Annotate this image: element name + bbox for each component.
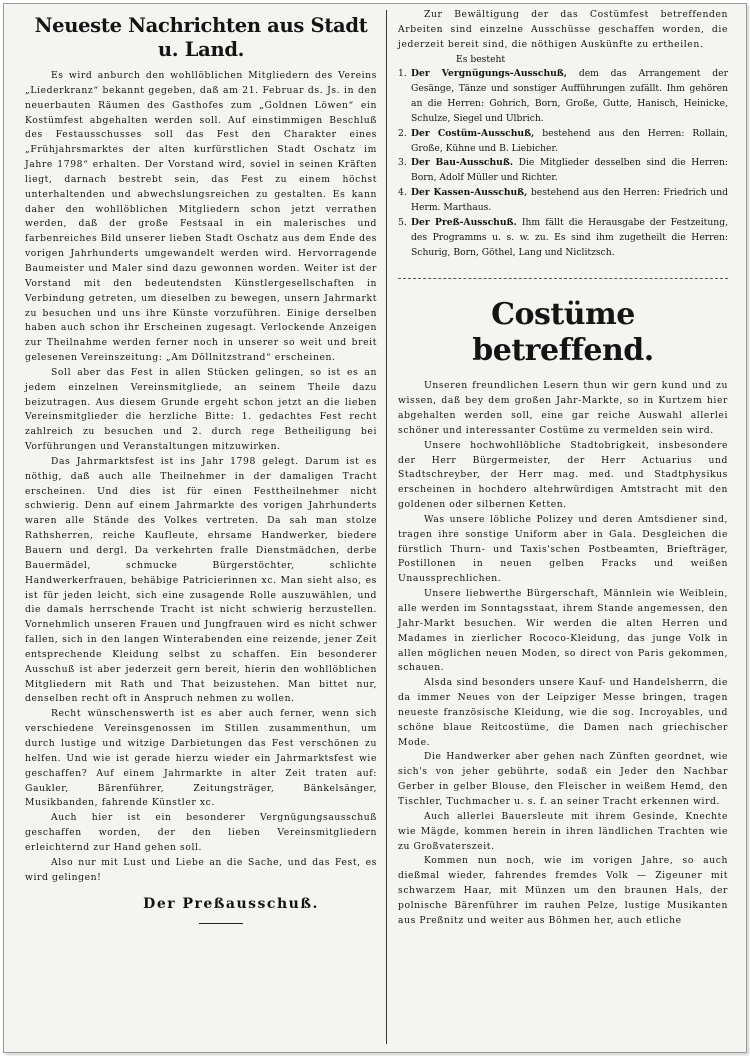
committee-text: Ihm fällt die Herausgabe der Festzeitung, des Programms u. s. w. zu. Es sind ihm zugetheilt die Herren: Schurig, Born, Göthel, Lang und Niclitzsch. [411,216,728,258]
article-paragraph: Die Handwerker aber gehen nach Zünften geordnet, wie sich's von jeher gebührte, sodaß ein Jeder den Nachbar Gerber in gelber Blouse, den Fleischer in weißem Hemd, den Tischler, Tuchmacher u. s. f. an seiner Tracht erkennen wird. [398,751,728,807]
committee-list-label: Es besteht [456,53,506,65]
article-paragraph: Soll aber das Fest in allen Stücken gelingen, so ist es an jedem einzelnen Vereinsmitgliede, an seinem Theile dazu beizutragen. Aus diesem Grunde ergeht schon jetzt an die lieben Vereinsmitglieder die herzliche Bitte: 1. gedachtes Fest recht zahlreich zu besuchen und 2. durch rege Betheiligung bei Vorführungen und Veranstaltungen mitzuwirken. [25,366,377,453]
article-paragraph: Also nur mit Lust und Liebe an die Sache, und das Fest, es wird gelingen! [25,856,377,883]
committee-number: 4. [398,187,407,199]
newspaper-page [3,3,747,1053]
committee-text: bestehend aus den Herren: Rollain, Große, Kühne und B. Liebicher. [411,127,728,154]
article-paragraph: Unsere hochwohllöbliche Stadtobrigkeit, insbesondere der Herr Bürgermeister, der Herr Actuarius und Stadtschreyber, der Herr mag. med. und Stadtphysikus erscheinen in hochdero altehrwürdigen Amtstracht mit den goldenen oder silbernen Ketten. [398,439,728,511]
article-paragraph: Auch hier ist ein besonderer Vergnügungsausschuß geschaffen worden, der den lieben Vereinsmitgliedern erleichternd zur Hand gehen soll. [25,812,377,853]
committee-item [398,216,728,261]
committee-number: 2. [398,127,407,139]
committee-item [398,67,728,126]
committee-text: Die Mitglieder desselben sind die Herren: Born, Adolf Müller und Richter. [411,157,728,184]
section-heading: Costüme betreffend. [472,297,654,369]
committee-name: Der Kassen-Ausschuß, [411,187,528,199]
short-rule [199,923,243,924]
article-paragraph: Alsda sind besonders unsere Kauf- und Handelsherrn, die da immer Neues von der Leipziger Messe bringen, tragen neueste französische Kleidung, wie die sog. Incroyables, und schöne blaue Reitcostüme, die Damen nach griechischer Mode. [398,677,728,748]
committee-item [398,127,728,157]
committee-name: Der Vergnügungs-Ausschuß, [411,68,567,80]
committee-number: 5. [398,216,407,228]
article-paragraph: Unsere liebwerthe Bürgerschaft, Männlein wie Weiblein, alle werden im Sonntagsstaat, ihrem Stande angemessen, den Jahr-Markt besuchen. Wir werden die alten Herren und Madames in zierlicher Rococo-Kleidung, das junge Volk in allen möglichen neuen Moden, so direct von Paris gekommen, schauen. [398,588,728,674]
article-paragraph: Unseren freundlichen Lesern thun wir gern kund und zu wissen, daß bey dem großen Jahr-Markte, so in Kurtzem hier abgehalten werden soll, eine gar reiche Auswahl allerlei schöner und interessanter Costüme zu vermelden sein wird. [398,380,728,436]
committee-name: Der Costüm-Ausschuß, [411,127,535,139]
section-rule [398,278,728,279]
article-paragraph: Was unsere löbliche Polizey und deren Amtsdiener sind, tragen ihre sonstige Uniform aber in Gala. Desgleichen die fürstlich Thurn- und Taxis'schen Postbeamten, Briefträger, Postillonen in neuen gelben Fracks und weißen Unaussprechlichen. [398,513,728,585]
column-divider [386,10,387,1044]
committee-text: dem das Arrangement der Gesänge, Tänze und sonstiger Aufführungen zufällt. Ihm gehören an die Herren: Gohrich, Born, Große, Gutte, Hanisch, Heinicke, Schulze, Siegel und Ulbrich. [411,68,728,124]
signature: Der Preßausschuß. [143,896,319,913]
article-paragraph: Auch allerlei Bauersleute mit ihrem Gesinde, Knechte wie Mägde, kommen herein in ihren ländlichen Trachten wie zu Großvaterszeit. [398,810,728,852]
article-paragraph: Kommen nun noch, wie im vorigen Jahre, so auch dießmal wieder, fahrendes fremdes Volk — Zigeuner mit schwarzem Haar, mit Münzen um den braunen Hals, der polnische Bärenführer im rauhen Pelze, lustige Musikanten aus Preßnitz und weiter aus Böhmen her, auch etliche [398,855,728,926]
committee-name: Der Bau-Ausschuß. [411,157,514,169]
article-paragraph: Es wird anburch den wohllöblichen Mitgliedern des Vereins „Liederkranz“ bekannt gegeben, daß am 21. Februar ds. Js. in den neuerbauten Räumen des Gasthofes zum „Goldnen Löwen“ ein Kostümfest abgehalten werden soll. Auf einstimmigen Beschluß des Festausschusses soll das Fest den Charakter eines „Frühjahrsmarktes der alten kurfürstlichen Stadt Oschatz im Jahre 1798“ erhalten. Der Vorstand wird, soviel in seinen Kräften liegt, darnach bestrebt sein, das Fest zu einem höchst unterhaltenden und abwechslungsreichen zu gestalten. Es kann daher den wohllöblichen Mitgliedern schon jetzt verrathen werden, daß der große Festsaal in ein malerisches und farbenreiches Bild unserer lieben Stadt Oschatz aus dem Ende des vorigen Jahrhunderts umgewandelt werden wird. Hervorragende Baumeister und Maler sind dazu gewonnen worden. Weiter ist der Vorstand mit den bedeutendsten Künstlergesellschaften in Verbindung getreten, um dieselben zu bewegen, unsern Jahrmarkt zu besuchen und uns ihre Künste vorzuführen. Einige derselben haben auch schon ihr Erscheinen zugesagt. Verlockende Anzeigen zur Theilnahme werden ferner noch in unserer so weit und breit gelesenen Vereinszeitung: „Am Döllnitzstrand“ erscheinen. [25,70,377,364]
article-paragraph: Recht wünschenswerth ist es aber auch ferner, wenn sich verschiedene Vereinsgenossen im Stillen zusammenthun, um durch lustige und witzige Darbietungen das Fest verschönen zu helfen. Und wie ist gerade hierzu wieder ein Jahrmarktsfest wie geschaffen? Auf einem Jahrmarkte in alter Zeit traten auf: Gaukler, Bärenführer, Zeitungsträger, Bänkelsänger, Musikbanden, fahrende Künstler xc. [25,708,377,809]
headline: Neueste Nachrichten aus Stadt u. Land. [34,14,368,61]
committee-item [398,156,728,186]
committee-number: 1. [398,68,407,80]
committee-text: bestehend aus den Herren: Friedrich und Herm. Marthaus. [411,187,729,213]
right-column [398,4,728,929]
committee-item [398,186,728,216]
committee-number: 3. [398,157,407,169]
committee-name: Der Preß-Ausschuß. [411,216,517,228]
committee-intro: Zur Bewältigung der das Costümfest betreffenden Arbeiten sind einzelne Ausschüsse geschaffen worden, die jederzeit bereit sind, die nöthigen Auskünfte zu ertheilen. [398,9,728,50]
article-paragraph: Das Jahrmarktsfest ist ins Jahr 1798 gelegt. Darum ist es nöthig, daß auch alle Theilnehmer in der damaligen Tracht erscheinen. Und dies ist für einen Festtheilnehmer nicht schwierig. Denn auf einem Jahrmarkte des vorigen Jahrhunderts waren alle Stände des Volkes vertreten. Da sah man stolze Rathsherren, reiche Kaufleute, ehrsame Handwerker, biedere Bauern und dergl. Da verkehrten fralle Dienstmädchen, derbe Bauermädel, schmucke Bürgerstöchter, schlichte Handwerkerfrauen, behäbige Patricierinnen xc. Man sieht also, es ist für jeden leicht, sich eine zusagende Rolle auszuwählen, und die damals herrschende Tracht ist nicht schwierig herzustellen. Vornehmlich unseren Frauen und Jungfrauen wird es nicht schwer fallen, sich in den langen Winterabenden eine reizende, jener Zeit entsprechende Kleidung selbst zu schaffen. Ein besonderer Ausschuß ist aber jederzeit gern bereit, hierin den wohllöblichen Mitgliedern mit Rath und That beizustehen. Man bittet nur, denselben recht oft in Anspruch nehmen zu wollen. [25,455,377,705]
left-column [25,4,377,924]
